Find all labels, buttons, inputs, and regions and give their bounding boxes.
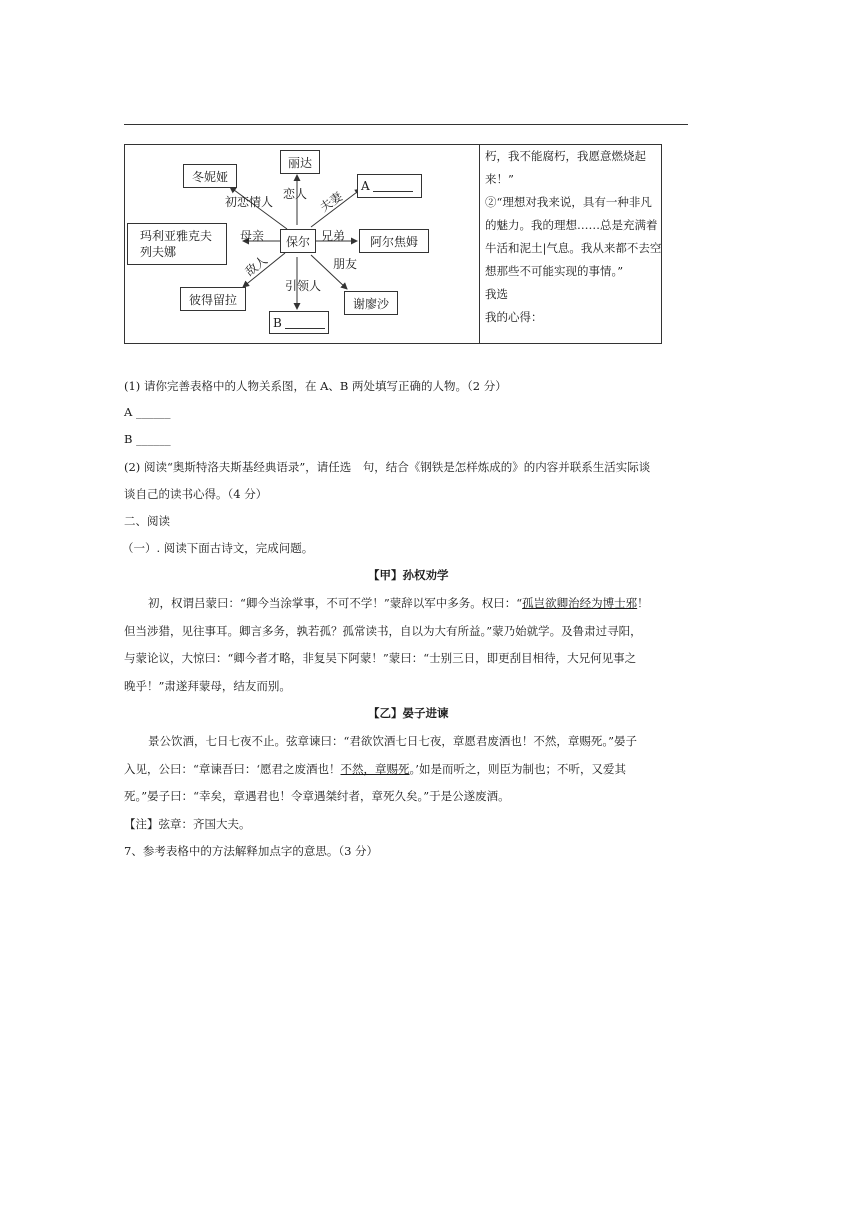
- node-bidelila: 彼得留拉: [180, 287, 246, 311]
- node-lida: 丽达: [280, 150, 320, 174]
- underlined-sentence-1: 孤岂欲卿治经为博士邪: [522, 596, 638, 610]
- jia-passage: 初，权谓吕蒙曰：“卿今当涂掌事，不可不学！”蒙辞以军中多务。权曰：“孤岂欲卿治经为博士邪！ 但当涉猎，见往事耳。卿言多务，孰若孤？孤常读书，自以为大有所益。”蒙乃始就学。及鲁肃过寻阳， 与蒙论议，大惊曰：“卿今者才略，非复吴下阿蒙！”蒙曰：“士别三日，即更刮目相待，大兄何见事之 晚乎！”肃遂拜蒙母，结友而别。: [124, 596, 649, 693]
- label-enemy: 敌人: [242, 252, 271, 279]
- label-first-love: 初恋情人: [225, 195, 274, 209]
- relationship-diagram: [125, 145, 479, 345]
- label-friend: 朋友: [333, 257, 358, 271]
- section-heading: 二、阅读: [124, 514, 170, 528]
- subsection-heading: （一）. 阅读下面古诗文，完成问题。: [122, 541, 314, 555]
- question-2-line2: 谈自己的读书心得。（4 分）: [124, 487, 268, 501]
- label-husband-wife: 夫妻: [317, 189, 346, 215]
- label-guide: 引领人: [285, 279, 322, 293]
- node-a: A: [357, 174, 422, 198]
- underlined-sentence-2: 不然，章赐死: [340, 761, 410, 776]
- blank-b: [285, 317, 325, 329]
- jia-title: 【甲】孙权劝学: [368, 568, 449, 582]
- node-dongniya: 冬妮娅: [183, 164, 237, 188]
- blank-a: [373, 180, 413, 192]
- label-brother: 兄弟: [321, 229, 346, 243]
- answer-a: A ______: [124, 405, 171, 419]
- question-7: 7、参考表格中的方法解释加点字的意思。（3 分）: [124, 844, 379, 858]
- label-mother: 母亲: [240, 229, 265, 243]
- answer-b: B ______: [124, 432, 171, 446]
- header-rule: [124, 124, 688, 125]
- node-baoer: 保尔: [280, 229, 316, 253]
- node-xieliaosha: 谢廖沙: [344, 291, 398, 315]
- node-b: B: [269, 311, 329, 334]
- table-divider: [479, 145, 480, 343]
- thought-label: 我的心得：: [485, 310, 543, 324]
- question-2-line1: (2) 阅读“奥斯特洛夫斯基经典语录”，请任选 句，结合《钢铁是怎样炼成的》的内容并联系生活实际谈: [124, 460, 651, 474]
- label-lover: 恋人: [283, 187, 308, 201]
- yi-passage: 景公饮酒，七日七夜不止。弦章谏曰：“君欲饮酒七日七夜，章愿君废酒也！不然，章赐死。”晏子 入见，公曰：“章谏吾曰：‘愿君之废酒也！不然，章赐死。’如是而听之，则臣为制也；不听，又爱其 死。”晏子曰：“幸矣，章遇君也！令章遇桀纣者，章死久矣。”于是公遂废酒。 【注】弦章：齐国大夫。 7、参考表格中的方法解释加点字的意思。（3 分）: [124, 728, 690, 866]
- note: 【注】弦章：齐国大夫。: [124, 816, 251, 831]
- quote-cell: 朽，我不能腐朽，我愿意燃烧起 来！” ②“理想对我来说，具有一种非凡 的魅力。我的理想……总是充满着 牛活和泥土|气息。我从来都不去空 想那些不可能实现的事情。” 我选 我的心得：: [481, 145, 661, 345]
- yi-title: 【乙】晏子进谏: [368, 706, 449, 720]
- node-mother: 玛利亚雅克夫 列夫娜: [127, 223, 227, 265]
- node-brother: 阿尔焦姆: [359, 229, 429, 253]
- choose-label: 我选: [485, 287, 508, 301]
- question-1: (1) 请你完善表格中的人物关系图，在 A、B 两处填写正确的人物。（2 分）: [124, 379, 507, 393]
- character-table: [124, 144, 662, 344]
